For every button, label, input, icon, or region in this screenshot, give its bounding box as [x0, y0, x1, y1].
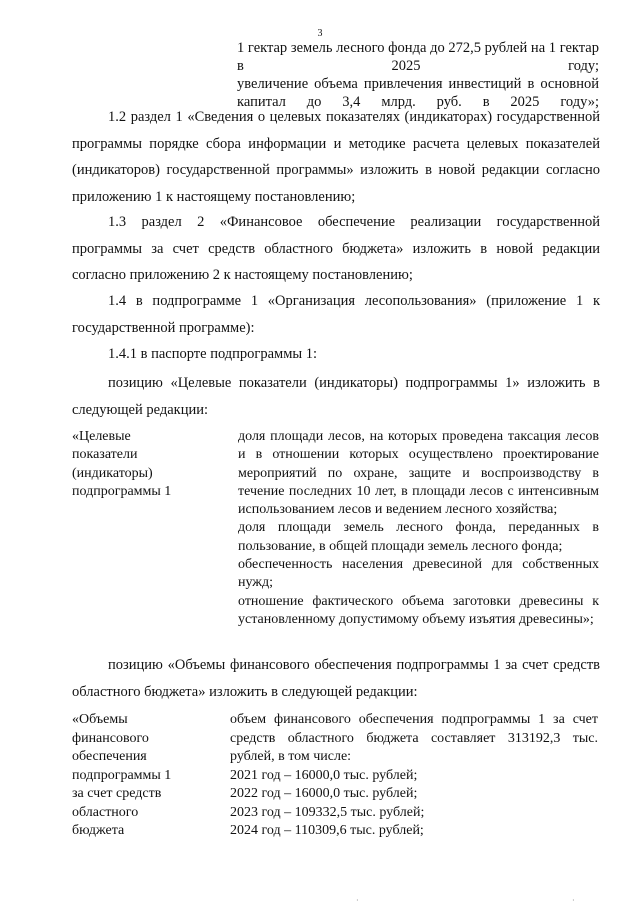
label-line: за счет средств: [72, 786, 162, 801]
paragraph-1-2: 1.2 раздел 1 «Сведения о целевых показателях (индикаторах) государственной программы порядке сбора информации и методике расчета целевых показателей (индикаторов) государственной программы» изложить в новой редакции согласно приложению 1 к настоящему постановлению;: [72, 109, 600, 205]
top-list-continuation: [237, 39, 599, 111]
top-list-item: 1 гектар земель лесного фонда до 272,5 рублей на 1 гектар в 2025 году;: [237, 40, 599, 74]
label-line: обеспечения: [72, 749, 147, 764]
funding-intro: объем финансового обеспечения подпрограммы 1 за счет средств областного бюджета составляет 313192,3 тыс. рублей, в том числе:: [230, 712, 598, 764]
funding-table-label: [72, 711, 222, 841]
scan-artifact: ·: [572, 896, 575, 905]
label-line: финансового: [72, 730, 149, 746]
label-line: подпрограммы 1: [72, 767, 172, 783]
funding-table-values: [230, 711, 598, 841]
indicator-item: доля площади лесов, на которых проведена таксация лесов и в отношении которых осуществлено проектирование мероприятий по охране, защите и воспроизводству в течение последних 10 лет, в площади лесов с интенсивным использованием лесов и ведением лесного хозяйства;: [238, 429, 599, 518]
funding-year-row: 2022 год – 16000,0 тыс. рублей;: [230, 786, 418, 801]
paragraph-1-3: 1.3 раздел 2 «Финансовое обеспечение реализации государственной программы за счет средств областного бюджета» изложить в новой редакции согласно приложению 2 к настоящему постановлению;: [72, 214, 600, 283]
funding-table: [72, 711, 600, 841]
label-line: бюджета: [72, 823, 125, 838]
funding-year-row: 2024 год – 110309,6 тыс. рублей;: [230, 823, 424, 838]
indicators-table-label: [72, 428, 222, 501]
label-line: областного: [72, 804, 139, 820]
label-line: подпрограммы 1: [72, 483, 172, 499]
label-line: показатели: [72, 447, 138, 463]
paragraph-1-4-1: 1.4.1 в паспорте подпрограммы 1:: [108, 346, 318, 362]
indicator-item: отношение фактического объема заготовки древесины к установленному допустимому объему изъятия древесины»;: [238, 593, 599, 627]
indicators-table: [72, 428, 600, 658]
paragraph-1-4: 1.4 в подпрограмме 1 «Организация лесопользования» (приложение 1 к государственной программе):: [72, 293, 600, 336]
paragraph-position-indicators: позицию «Целевые показатели (индикаторы) подпрограммы 1» изложить в следующей редакции:: [72, 375, 600, 418]
scan-artifact: ·: [356, 896, 359, 905]
page-number: 3: [317, 28, 323, 39]
funding-year-row: 2021 год – 16000,0 тыс. рублей;: [230, 767, 418, 783]
top-list-item: увеличение объема привлечения инвестиций в основной капитал до 3,4 млрд. руб. в 2025 году»;: [237, 76, 599, 110]
funding-year-row: 2023 год – 109332,5 тыс. рублей;: [230, 804, 425, 820]
indicators-table-values: [238, 428, 599, 629]
label-line: «Объемы: [72, 712, 128, 727]
label-line: «Целевые: [72, 429, 131, 444]
indicator-item: обеспеченность населения древесиной для собственных нужд;: [238, 557, 599, 591]
label-line: (индикаторы): [72, 465, 153, 481]
indicator-item: доля площади земель лесного фонда, переданных в пользование, в общей площади земель лесного фонда;: [238, 520, 599, 554]
paragraph-position-funding: позицию «Объемы финансового обеспечения подпрограммы 1 за счет средств областного бюджета» изложить в следующей редакции:: [72, 657, 600, 700]
